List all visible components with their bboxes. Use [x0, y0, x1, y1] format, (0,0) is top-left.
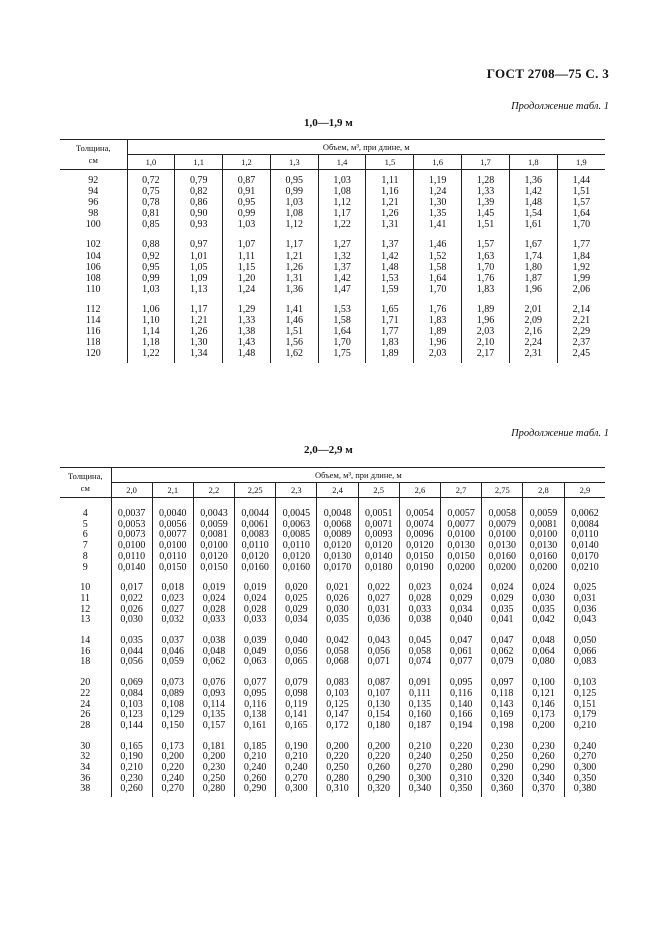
volume-cell: 0,200 0,220 0,260 0,290 0,320 [358, 732, 399, 798]
volume-header: Объем, м³, при длине, м [111, 468, 605, 483]
volume-cell: 1,28 1,33 1,39 1,45 1,51 [462, 170, 510, 231]
volume-cell: 0,0045 0,0063 0,0085 0,0110 0,0120 0,0160 [276, 498, 317, 574]
volume-cell: 0,230 0,260 0,290 0,340 0,370 [523, 732, 564, 798]
volume-cell: 0,039 0,049 0,063 [235, 626, 276, 668]
volume-cell: 0,103 0,125 0,151 0,179 0,210 [564, 668, 605, 732]
thickness-cell: 14 16 18 [80, 635, 91, 668]
volume-cell: 2,01 2,09 2,16 2,24 2,31 [509, 295, 557, 363]
volume-cell: 0,043 0,056 0,071 [358, 626, 399, 668]
volume-cell: 0,0051 0,0071 0,0093 0,0120 0,0140 0,0180 [358, 498, 399, 574]
volume-cell: 0,0044 0,0061 0,0083 0,0110 0,0120 0,0160 [235, 498, 276, 574]
volume-cell: 1,76 1,83 1,89 1,96 2,03 [414, 295, 462, 363]
table-row-group [60, 295, 605, 363]
volume-cell: 0,181 0,200 0,230 0,250 0,280 [193, 732, 234, 798]
volume-cell: 0,018 0,023 0,027 0,032 [152, 573, 193, 626]
length-header: 2,6 [399, 483, 440, 498]
volume-cell: 0,0062 0,0084 0,0110 0,0140 0,0170 0,0210 [564, 498, 605, 574]
thickness-cell: 4 5 6 7 8 9 [82, 508, 88, 573]
volume-cell: 1,67 1,74 1,80 1,87 1,96 [509, 230, 557, 294]
volume-cell: 0,091 0,111 0,135 0,160 0,187 [399, 668, 440, 732]
volume-cell: 0,024 0,030 0,035 0,042 [523, 573, 564, 626]
volume-cell: 1,11 1,16 1,21 1,26 1,31 [366, 170, 414, 231]
volume-cell: 1,46 1,52 1,58 1,64 1,70 [414, 230, 462, 294]
table-continuation-label: Продолжение табл. 1 [511, 428, 609, 439]
volume-cell: 0,220 0,250 0,280 0,310 0,350 [441, 732, 482, 798]
volume-cell: 0,037 0,046 0,059 [152, 626, 193, 668]
volume-cell: 0,048 0,064 0,080 [523, 626, 564, 668]
thickness-cell: 112 114 116 118 120 [85, 303, 101, 360]
volume-cell: 0,190 0,210 0,240 0,270 0,300 [276, 732, 317, 798]
volume-cell: 1,57 1,63 1,70 1,76 1,83 [462, 230, 510, 294]
length-header: 2,8 [523, 483, 564, 498]
thickness-header: Толщина, см [60, 140, 127, 170]
volume-cell: 0,077 0,095 0,116 0,138 0,161 [235, 668, 276, 732]
length-header: 1,5 [366, 155, 414, 170]
table-row-group [60, 498, 605, 574]
volume-cell: 1,37 1,42 1,48 1,53 1,59 [366, 230, 414, 294]
volume-cell: 0,019 0,024 0,028 0,033 [235, 573, 276, 626]
length-header: 2,2 [193, 483, 234, 498]
table-row-group [60, 732, 605, 798]
volume-cell: 0,042 0,058 0,068 [317, 626, 358, 668]
volume-cell: 1,06 1,10 1,14 1,18 1,22 [127, 295, 175, 363]
volume-cell: 0,87 0,91 0,95 0,99 1,03 [223, 170, 271, 231]
volume-cell: 0,019 0,024 0,028 0,033 [193, 573, 234, 626]
length-header: 2,4 [317, 483, 358, 498]
length-header: 2,0 [111, 483, 152, 498]
length-header: 1,2 [223, 155, 271, 170]
length-header: 2,9 [564, 483, 605, 498]
volume-cell: 0,087 0,107 0,130 0,154 0,180 [358, 668, 399, 732]
volume-cell: 2,14 2,21 2,29 2,37 2,45 [557, 295, 605, 363]
volume-cell: 0,230 0,250 0,290 0,320 0,360 [482, 732, 523, 798]
length-header: 2,7 [441, 483, 482, 498]
table-row-group [60, 573, 605, 626]
volume-cell: 0,0043 0,0059 0,0081 0,0100 0,0120 0,0150 [193, 498, 234, 574]
length-header: 1,4 [318, 155, 366, 170]
length-header: 2,25 [235, 483, 276, 498]
volume-cell: 0,0059 0,0081 0,0100 0,0130 0,0160 0,0200 [523, 498, 564, 574]
length-header: 1,1 [175, 155, 223, 170]
volume-cell: 0,047 0,061 0,077 [441, 626, 482, 668]
length-header: 1,6 [414, 155, 462, 170]
volume-cell: 0,047 0,062 0,079 [482, 626, 523, 668]
volume-cell: 1,65 1,71 1,77 1,83 1,89 [366, 295, 414, 363]
volume-cell: 0,173 0,200 0,220 0,240 0,270 [152, 732, 193, 798]
volume-cell: 0,069 0,084 0,103 0,123 0,144 [111, 668, 152, 732]
volume-cell: 1,17 1,21 1,26 1,30 1,34 [175, 295, 223, 363]
volume-cell: 0,88 0,92 0,95 0,99 1,03 [127, 230, 175, 294]
length-header: 1,8 [509, 155, 557, 170]
volume-cell: 1,41 1,46 1,51 1,56 1,62 [270, 295, 318, 363]
volume-cell: 0,095 0,116 0,140 0,166 0,194 [441, 668, 482, 732]
volume-cell: 0,100 0,121 0,146 0,173 0,200 [523, 668, 564, 732]
volume-cell: 0,200 0,220 0,250 0,280 0,310 [317, 732, 358, 798]
volume-cell: 0,95 0,99 1,03 1,08 1,12 [270, 170, 318, 231]
volume-cell: 0,0058 0,0079 0,0100 0,0130 0,0160 0,0200 [482, 498, 523, 574]
volume-cell: 0,0048 0,0068 0,0089 0,0120 0,0130 0,0170 [317, 498, 358, 574]
volume-cell: 1,29 1,33 1,38 1,43 1,48 [223, 295, 271, 363]
volume-cell: 0,72 0,75 0,78 0,81 0,85 [127, 170, 175, 231]
volume-cell: 1,07 1,11 1,15 1,20 1,24 [223, 230, 271, 294]
thickness-header: Толщина, см [60, 468, 111, 498]
thickness-cell: 102 104 106 108 110 [85, 239, 101, 295]
length-header: 2,1 [152, 483, 193, 498]
volume-cell: 1,89 1,96 2,03 2,10 2,17 [462, 295, 510, 363]
volume-cell: 0,024 0,029 0,035 0,041 [482, 573, 523, 626]
table-range-title: 2,0—2,9 м [304, 444, 353, 456]
volume-cell: 0,97 1,01 1,05 1,09 1,13 [175, 230, 223, 294]
volume-cell: 0,040 0,056 0,065 [276, 626, 317, 668]
table-continuation-label: Продолжение табл. 1 [511, 101, 609, 112]
volume-cell: 0,0054 0,0074 0,0096 0,0120 0,0150 0,0190 [399, 498, 440, 574]
document-code: ГОСТ 2708—75 С. 3 [486, 66, 609, 81]
volume-cell: 0,165 0,190 0,210 0,230 0,260 [111, 732, 152, 798]
volume-cell: 1,77 1,84 1,92 1,99 2,06 [557, 230, 605, 294]
volume-cell: 0,0057 0,0077 0,0100 0,0130 0,0150 0,0200 [441, 498, 482, 574]
thickness-cell: 30 32 34 36 38 [80, 740, 91, 795]
volume-cell: 1,53 1,58 1,64 1,70 1,75 [318, 295, 366, 363]
length-header: 1,0 [127, 155, 175, 170]
volume-cell: 0,076 0,093 0,114 0,135 0,157 [193, 668, 234, 732]
volume-cell: 0,045 0,058 0,074 [399, 626, 440, 668]
length-header: 2,75 [482, 483, 523, 498]
volume-cell: 0,083 0,103 0,125 0,147 0,172 [317, 668, 358, 732]
length-header: 1,9 [557, 155, 605, 170]
thickness-cell: 10 11 12 13 [80, 582, 91, 626]
volume-cell: 0,050 0,066 0,083 [564, 626, 605, 668]
volume-cell: 0,079 0,098 0,119 0,141 0,165 [276, 668, 317, 732]
length-header: 1,3 [270, 155, 318, 170]
volume-cell: 0,023 0,028 0,033 0,038 [399, 573, 440, 626]
volume-cell: 0,0040 0,0056 0,0077 0,0100 0,0110 0,0150 [152, 498, 193, 574]
table-range-title: 1,0—1,9 м [304, 117, 353, 129]
table-row-group [60, 230, 605, 294]
length-header: 1,7 [462, 155, 510, 170]
volume-cell: 0,79 0,82 0,86 0,90 0,93 [175, 170, 223, 231]
length-header: 2,5 [358, 483, 399, 498]
volume-cell: 0,020 0,025 0,029 0,034 [276, 573, 317, 626]
volume-cell: 1,27 1,32 1,37 1,42 1,47 [318, 230, 366, 294]
volume-cell: 0,073 0,089 0,108 0,129 0,150 [152, 668, 193, 732]
volume-cell: 0,038 0,048 0,062 [193, 626, 234, 668]
volume-cell: 1,19 1,24 1,30 1,35 1,41 [414, 170, 462, 231]
volume-cell: 0,024 0,029 0,034 0,040 [441, 573, 482, 626]
volume-cell: 1,36 1,42 1,48 1,54 1,61 [509, 170, 557, 231]
volume-cell: 1,44 1,51 1,57 1,64 1,70 [557, 170, 605, 231]
volume-cell: 0,025 0,031 0,036 0,043 [564, 573, 605, 626]
table-row-group [60, 626, 605, 668]
volume-header: Объем, м³, при длине, м [127, 140, 605, 155]
volume-cell: 1,03 1,08 1,12 1,17 1,22 [318, 170, 366, 231]
volume-cell: 0,185 0,210 0,240 0,260 0,290 [235, 732, 276, 798]
volume-table-2 [60, 467, 605, 797]
length-header: 2,3 [276, 483, 317, 498]
table-row-group [60, 170, 605, 231]
table-row-group [60, 668, 605, 732]
volume-cell: 0,021 0,026 0,030 0,035 [317, 573, 358, 626]
volume-table-1 [60, 139, 605, 363]
thickness-cell: 20 22 24 26 28 [80, 677, 91, 731]
thickness-cell: 92 94 96 98 100 [85, 175, 101, 231]
volume-cell: 0,210 0,240 0,270 0,300 0,340 [399, 732, 440, 798]
volume-cell: 0,0037 0,0053 0,0073 0,0100 0,0110 0,0140 [111, 498, 152, 574]
volume-cell: 0,022 0,027 0,031 0,036 [358, 573, 399, 626]
volume-cell: 1,17 1,21 1,26 1,31 1,36 [270, 230, 318, 294]
volume-cell: 0,035 0,044 0,056 [111, 626, 152, 668]
volume-cell: 0,097 0,118 0,143 0,169 0,198 [482, 668, 523, 732]
volume-cell: 0,017 0,022 0,026 0,030 [111, 573, 152, 626]
volume-cell: 0,240 0,270 0,300 0,350 0,380 [564, 732, 605, 798]
